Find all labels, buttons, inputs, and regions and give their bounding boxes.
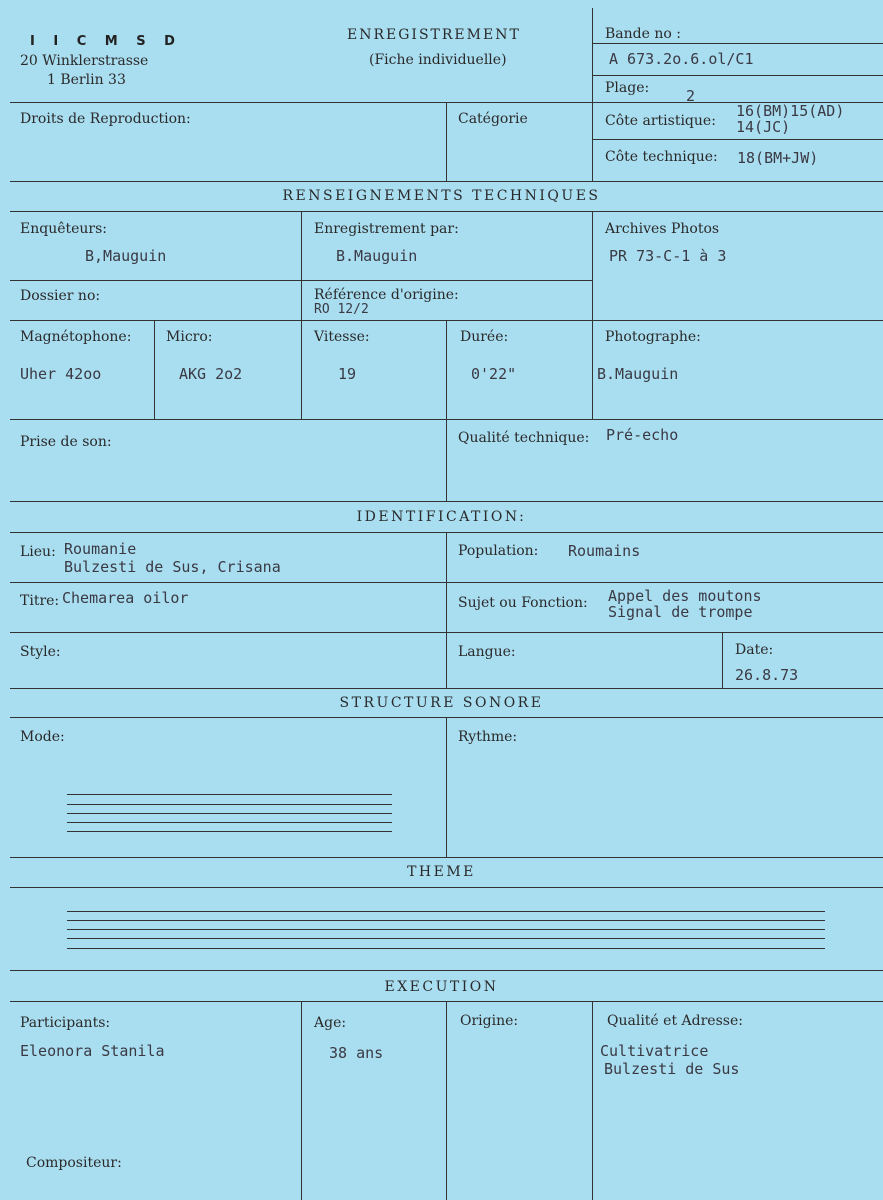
prise-de-son-label: Prise de son: xyxy=(20,434,112,450)
sujet-line2: Signal de trompe xyxy=(608,603,753,621)
compositeur-label: Compositeur: xyxy=(26,1155,122,1171)
divider xyxy=(592,1001,593,1200)
divider xyxy=(592,139,883,140)
divider xyxy=(592,8,593,181)
population-label: Population: xyxy=(458,543,539,559)
participants-value: Eleonora Stanila xyxy=(20,1042,165,1060)
divider xyxy=(446,1001,447,1200)
origine-label: Origine: xyxy=(460,1013,519,1029)
divider xyxy=(446,320,447,501)
magnetophone-label: Magnétophone: xyxy=(20,329,132,345)
vitesse-value: 19 xyxy=(338,365,357,383)
duree-label: Durée: xyxy=(460,329,509,345)
plage-value: 2 xyxy=(686,87,696,105)
style-label: Style: xyxy=(20,644,61,660)
divider xyxy=(446,532,447,688)
divider xyxy=(592,75,883,76)
reference-label: Référence d'origine: xyxy=(314,287,459,303)
lieu-line1: Roumanie xyxy=(64,540,137,558)
age-value: 38 ans xyxy=(329,1044,384,1062)
lieu-line2: Bulzesti de Sus, Crisana xyxy=(64,558,281,576)
micro-label: Micro: xyxy=(166,329,213,345)
section-structure-heading: STRUCTURE SONORE xyxy=(339,695,544,711)
divider xyxy=(10,181,883,182)
divider xyxy=(154,320,155,419)
sujet-label: Sujet ou Fonction: xyxy=(458,595,588,611)
titre-value: Chemarea oilor xyxy=(62,589,189,607)
magnetophone-value: Uher 42oo xyxy=(20,365,102,383)
divider xyxy=(592,211,593,419)
qualite-adresse-label: Qualité et Adresse: xyxy=(607,1013,743,1029)
divider xyxy=(446,717,447,857)
divider xyxy=(10,970,883,971)
date-value: 26.8.73 xyxy=(735,666,799,684)
dossier-label: Dossier no: xyxy=(20,288,101,304)
cote-artistique-line1: 16(BM)15(AD) xyxy=(736,102,845,120)
archives-label: Archives Photos xyxy=(605,221,720,237)
enregistrement-par-value: B.Mauguin xyxy=(336,247,418,265)
participants-label: Participants: xyxy=(20,1015,111,1031)
cote-technique-label: Côte technique: xyxy=(605,149,718,165)
population-value: Roumains xyxy=(568,542,641,560)
titre-label: Titre: xyxy=(20,593,60,609)
qualite-adresse-line1: Cultivatrice xyxy=(600,1042,709,1060)
rythme-label: Rythme: xyxy=(458,729,518,745)
divider xyxy=(301,211,302,419)
duree-value: 0'22" xyxy=(471,365,517,383)
plage-label: Plage: xyxy=(605,80,650,96)
categorie-label: Catégorie xyxy=(458,111,528,127)
archives-value: PR 73-C-1 à 3 xyxy=(609,247,727,265)
cote-artistique-label: Côte artistique: xyxy=(605,113,716,129)
org-address-line1: 20 Winklerstrasse xyxy=(20,53,149,69)
qualite-technique-label: Qualité technique: xyxy=(458,430,590,446)
bande-label: Bande no : xyxy=(605,26,681,42)
divider xyxy=(10,857,883,858)
divider xyxy=(446,102,447,181)
org-address-line2: 1 Berlin 33 xyxy=(47,72,126,88)
age-label: Age: xyxy=(314,1015,347,1031)
section-theme-heading: THEME xyxy=(407,864,476,880)
org-logo: I I C M S D xyxy=(30,34,182,49)
lieu-label: Lieu: xyxy=(20,544,56,560)
form-subtitle: (Fiche individuelle) xyxy=(369,52,507,68)
qualite-technique-value: Pré-echo xyxy=(606,426,679,444)
enqueteurs-label: Enquêteurs: xyxy=(20,221,108,237)
section-identification-heading: IDENTIFICATION: xyxy=(356,509,527,525)
divider xyxy=(592,43,883,44)
section-execution-heading: EXECUTION xyxy=(384,979,499,995)
divider xyxy=(10,211,883,212)
cote-technique-value: 18(BM+JW) xyxy=(737,149,819,167)
sujet-line1: Appel des moutons xyxy=(608,587,762,605)
cote-artistique-line2: 14(JC) xyxy=(736,118,791,136)
langue-label: Langue: xyxy=(458,644,516,660)
divider xyxy=(10,501,883,502)
bande-value: A 673.2o.6.ol/C1 xyxy=(609,50,754,68)
photographe-value: B.Mauguin xyxy=(597,365,679,383)
divider xyxy=(10,688,883,689)
form-title: ENREGISTREMENT xyxy=(347,27,521,43)
vitesse-label: Vitesse: xyxy=(314,329,370,345)
photographe-label: Photographe: xyxy=(605,329,701,345)
enqueteurs-value: B,Mauguin xyxy=(85,247,167,265)
date-label: Date: xyxy=(735,642,774,658)
divider xyxy=(10,887,883,888)
qualite-adresse-line2: Bulzesti de Sus xyxy=(604,1060,740,1078)
reference-value: RO 12/2 xyxy=(314,302,369,317)
micro-value: AKG 2o2 xyxy=(179,365,243,383)
mode-label: Mode: xyxy=(20,729,65,745)
enregistrement-par-label: Enregistrement par: xyxy=(314,221,459,237)
section-techniques-heading: RENSEIGNEMENTS TECHNIQUES xyxy=(282,188,601,204)
divider xyxy=(301,1001,302,1200)
droits-label: Droits de Reproduction: xyxy=(20,111,191,127)
divider xyxy=(722,632,723,688)
